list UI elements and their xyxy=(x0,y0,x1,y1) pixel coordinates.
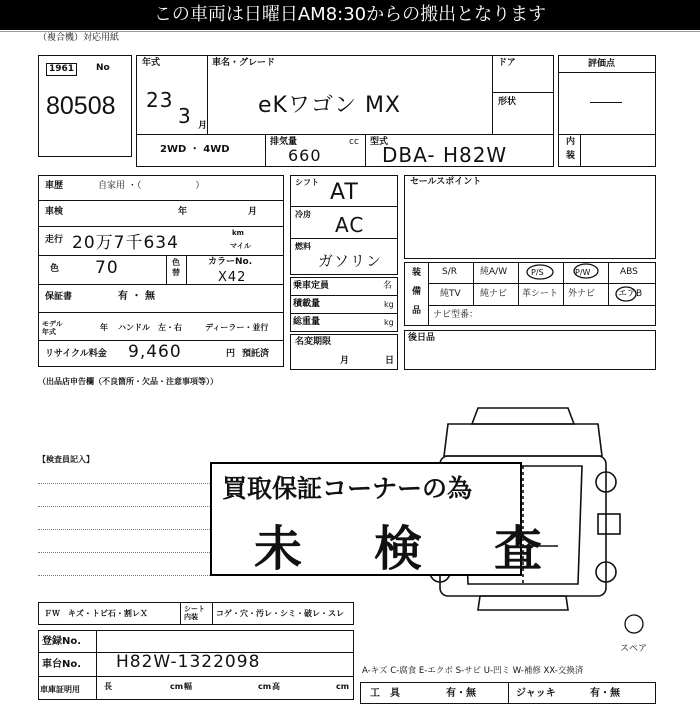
mileage-unit-km: km xyxy=(232,229,244,237)
details-box xyxy=(38,175,284,367)
stamp-line1: 買取保証コーナーの為 xyxy=(222,474,473,503)
model-label: 型式 xyxy=(370,137,389,147)
displacement-unit: cc xyxy=(349,137,359,147)
car-name-value: eKワゴン MX xyxy=(258,93,402,118)
equip-navi: 純ナビ xyxy=(480,289,508,299)
cert-height: 高 xyxy=(272,682,280,691)
rating-label: 評価点 xyxy=(588,59,616,69)
equip-airbag: エアB xyxy=(618,289,643,299)
footnote-label: 後日品 xyxy=(408,333,436,343)
dealer-options: ディーラー・並行 xyxy=(205,323,269,332)
sales-point-label: セールスポイント xyxy=(410,177,482,187)
model-year-unit: 年 xyxy=(100,323,108,332)
fuel-label: 燃料 xyxy=(295,242,311,251)
form-type-label: （複合機）対応用紙 xyxy=(38,33,120,43)
transfer-month: 月 xyxy=(340,356,350,366)
shape-label: 形状 xyxy=(498,97,517,107)
equipment-label-1: 装 xyxy=(412,268,422,278)
aircon-value: AC xyxy=(335,213,365,237)
warranty-options: 有 ・ 無 xyxy=(118,291,155,302)
transfer-label: 名変期限 xyxy=(295,337,332,347)
fw-label: ＦＷ キズ・トビ石・割レＸ xyxy=(44,609,148,618)
year-label: 年式 xyxy=(142,58,161,68)
seat-text: コゲ・穴・汚レ・シミ・破レ・スレ xyxy=(216,609,344,618)
recycle-deposited: 預託済 xyxy=(242,349,270,359)
weight-unit: kg xyxy=(384,318,394,327)
equip-sr: S/R xyxy=(442,267,457,277)
spare-label: スペア xyxy=(620,644,648,654)
inspection-label: 車検 xyxy=(45,207,64,217)
chassis-value: H82W-1322098 xyxy=(116,652,261,672)
warranty-label: 保証書 xyxy=(45,292,73,302)
year-value: 23 xyxy=(146,88,174,112)
notes-label: （出品店申告欄（不良箇所・欠品・注意事項等）） xyxy=(38,377,218,386)
doors-label: ドア xyxy=(498,58,516,68)
equip-pw: P/W xyxy=(575,268,591,277)
cert-cm2: cm xyxy=(258,682,272,691)
equip-abs: ABS xyxy=(620,267,638,277)
lot-year-label: 1961 xyxy=(46,63,77,76)
cert-long: 長 xyxy=(104,682,112,691)
weight-label: 総重量 xyxy=(293,317,321,327)
equip-ps: P/S xyxy=(531,268,544,277)
notice-banner: この車両は日曜日AM8:30からの搬出となります xyxy=(0,0,700,30)
model-year-label: モデル年式 xyxy=(42,320,63,336)
register-label: 登録No. xyxy=(42,636,82,647)
color-value: 70 xyxy=(95,258,119,278)
handle-options: ハンドル 左・右 xyxy=(118,323,182,332)
chassis-label: 車台No. xyxy=(42,659,82,670)
drive-label: 2WD ・ 4WD xyxy=(160,144,230,155)
cert-cm1: cm xyxy=(170,682,184,691)
footnote-box xyxy=(404,330,656,370)
shift-label: シフト xyxy=(295,178,319,187)
fuel-value: ガソリン xyxy=(318,252,383,270)
equip-aw: 純A/W xyxy=(480,267,508,277)
tools-options: 有・無 xyxy=(446,688,476,699)
lot-no-label: No xyxy=(96,63,110,73)
tools-label: 工 具 xyxy=(370,688,400,699)
aircon-label: 冷房 xyxy=(295,210,311,219)
repaint-label: 色替 xyxy=(172,258,180,277)
recycle-value: 9,460 xyxy=(128,342,182,362)
displacement-value: 660 xyxy=(288,146,322,165)
month-value: 3 xyxy=(178,104,192,128)
car-name-label: 車名・グレード xyxy=(212,58,276,68)
jack-label: ジャッキ xyxy=(516,688,556,699)
month-unit: 月 xyxy=(198,121,208,131)
rating-dash xyxy=(590,102,622,103)
recycle-label: リサイクル料金 xyxy=(45,349,107,359)
color-no-label: カラーNo. xyxy=(208,257,253,267)
history-options: 自家用 ・（ ） xyxy=(98,181,205,191)
interior-label-2: 装 xyxy=(566,151,576,161)
shift-value: AT xyxy=(330,180,359,205)
history-label: 車歴 xyxy=(45,181,64,191)
cert-label: 車庫証明用 xyxy=(40,685,80,694)
cert-width: 幅 xyxy=(184,682,192,691)
mileage-unit-mile: マイル xyxy=(230,242,251,250)
color-label: 色 xyxy=(50,264,60,274)
stamp-line2: 未 検 査 xyxy=(254,521,555,577)
recycle-unit: 円 xyxy=(226,349,236,359)
interior-label-1: 内 xyxy=(566,137,576,147)
inspection-month: 月 xyxy=(248,207,258,217)
transfer-day: 日 xyxy=(385,356,395,366)
color-no-value: X42 xyxy=(218,270,247,285)
load-unit: kg xyxy=(384,300,394,309)
capacity-unit: 名 xyxy=(383,281,393,291)
model-value: DBA- H82W xyxy=(382,143,508,167)
capacity-label: 乗車定員 xyxy=(293,281,330,291)
inspection-year: 年 xyxy=(178,207,188,217)
damage-legend: A-キズ C-腐食 E-エクボ S-サビ U-凹ミ W-補修 XX-交換済 xyxy=(362,666,584,676)
seat-label: シート内装 xyxy=(184,605,205,621)
navi-model-label: ナビ型番： xyxy=(433,310,479,320)
mileage-value: 20万7千634 xyxy=(72,233,179,253)
cert-cm3: cm xyxy=(336,682,350,691)
equipment-label-3: 品 xyxy=(412,306,422,316)
equip-ext-navi: 外ナビ xyxy=(568,289,596,299)
displacement-label: 排気量 xyxy=(270,137,298,147)
load-label: 積載量 xyxy=(293,299,321,309)
jack-options: 有・無 xyxy=(590,688,620,699)
equip-tv: 純TV xyxy=(440,289,461,299)
equipment-label-2: 備 xyxy=(412,287,422,297)
lot-number: 80508 xyxy=(46,92,116,120)
equipment-marks xyxy=(404,258,656,324)
mileage-label: 走行 xyxy=(45,235,64,245)
inspector-label: 【検査員記入】 xyxy=(38,455,94,464)
equip-leather: 革シート xyxy=(522,289,559,299)
